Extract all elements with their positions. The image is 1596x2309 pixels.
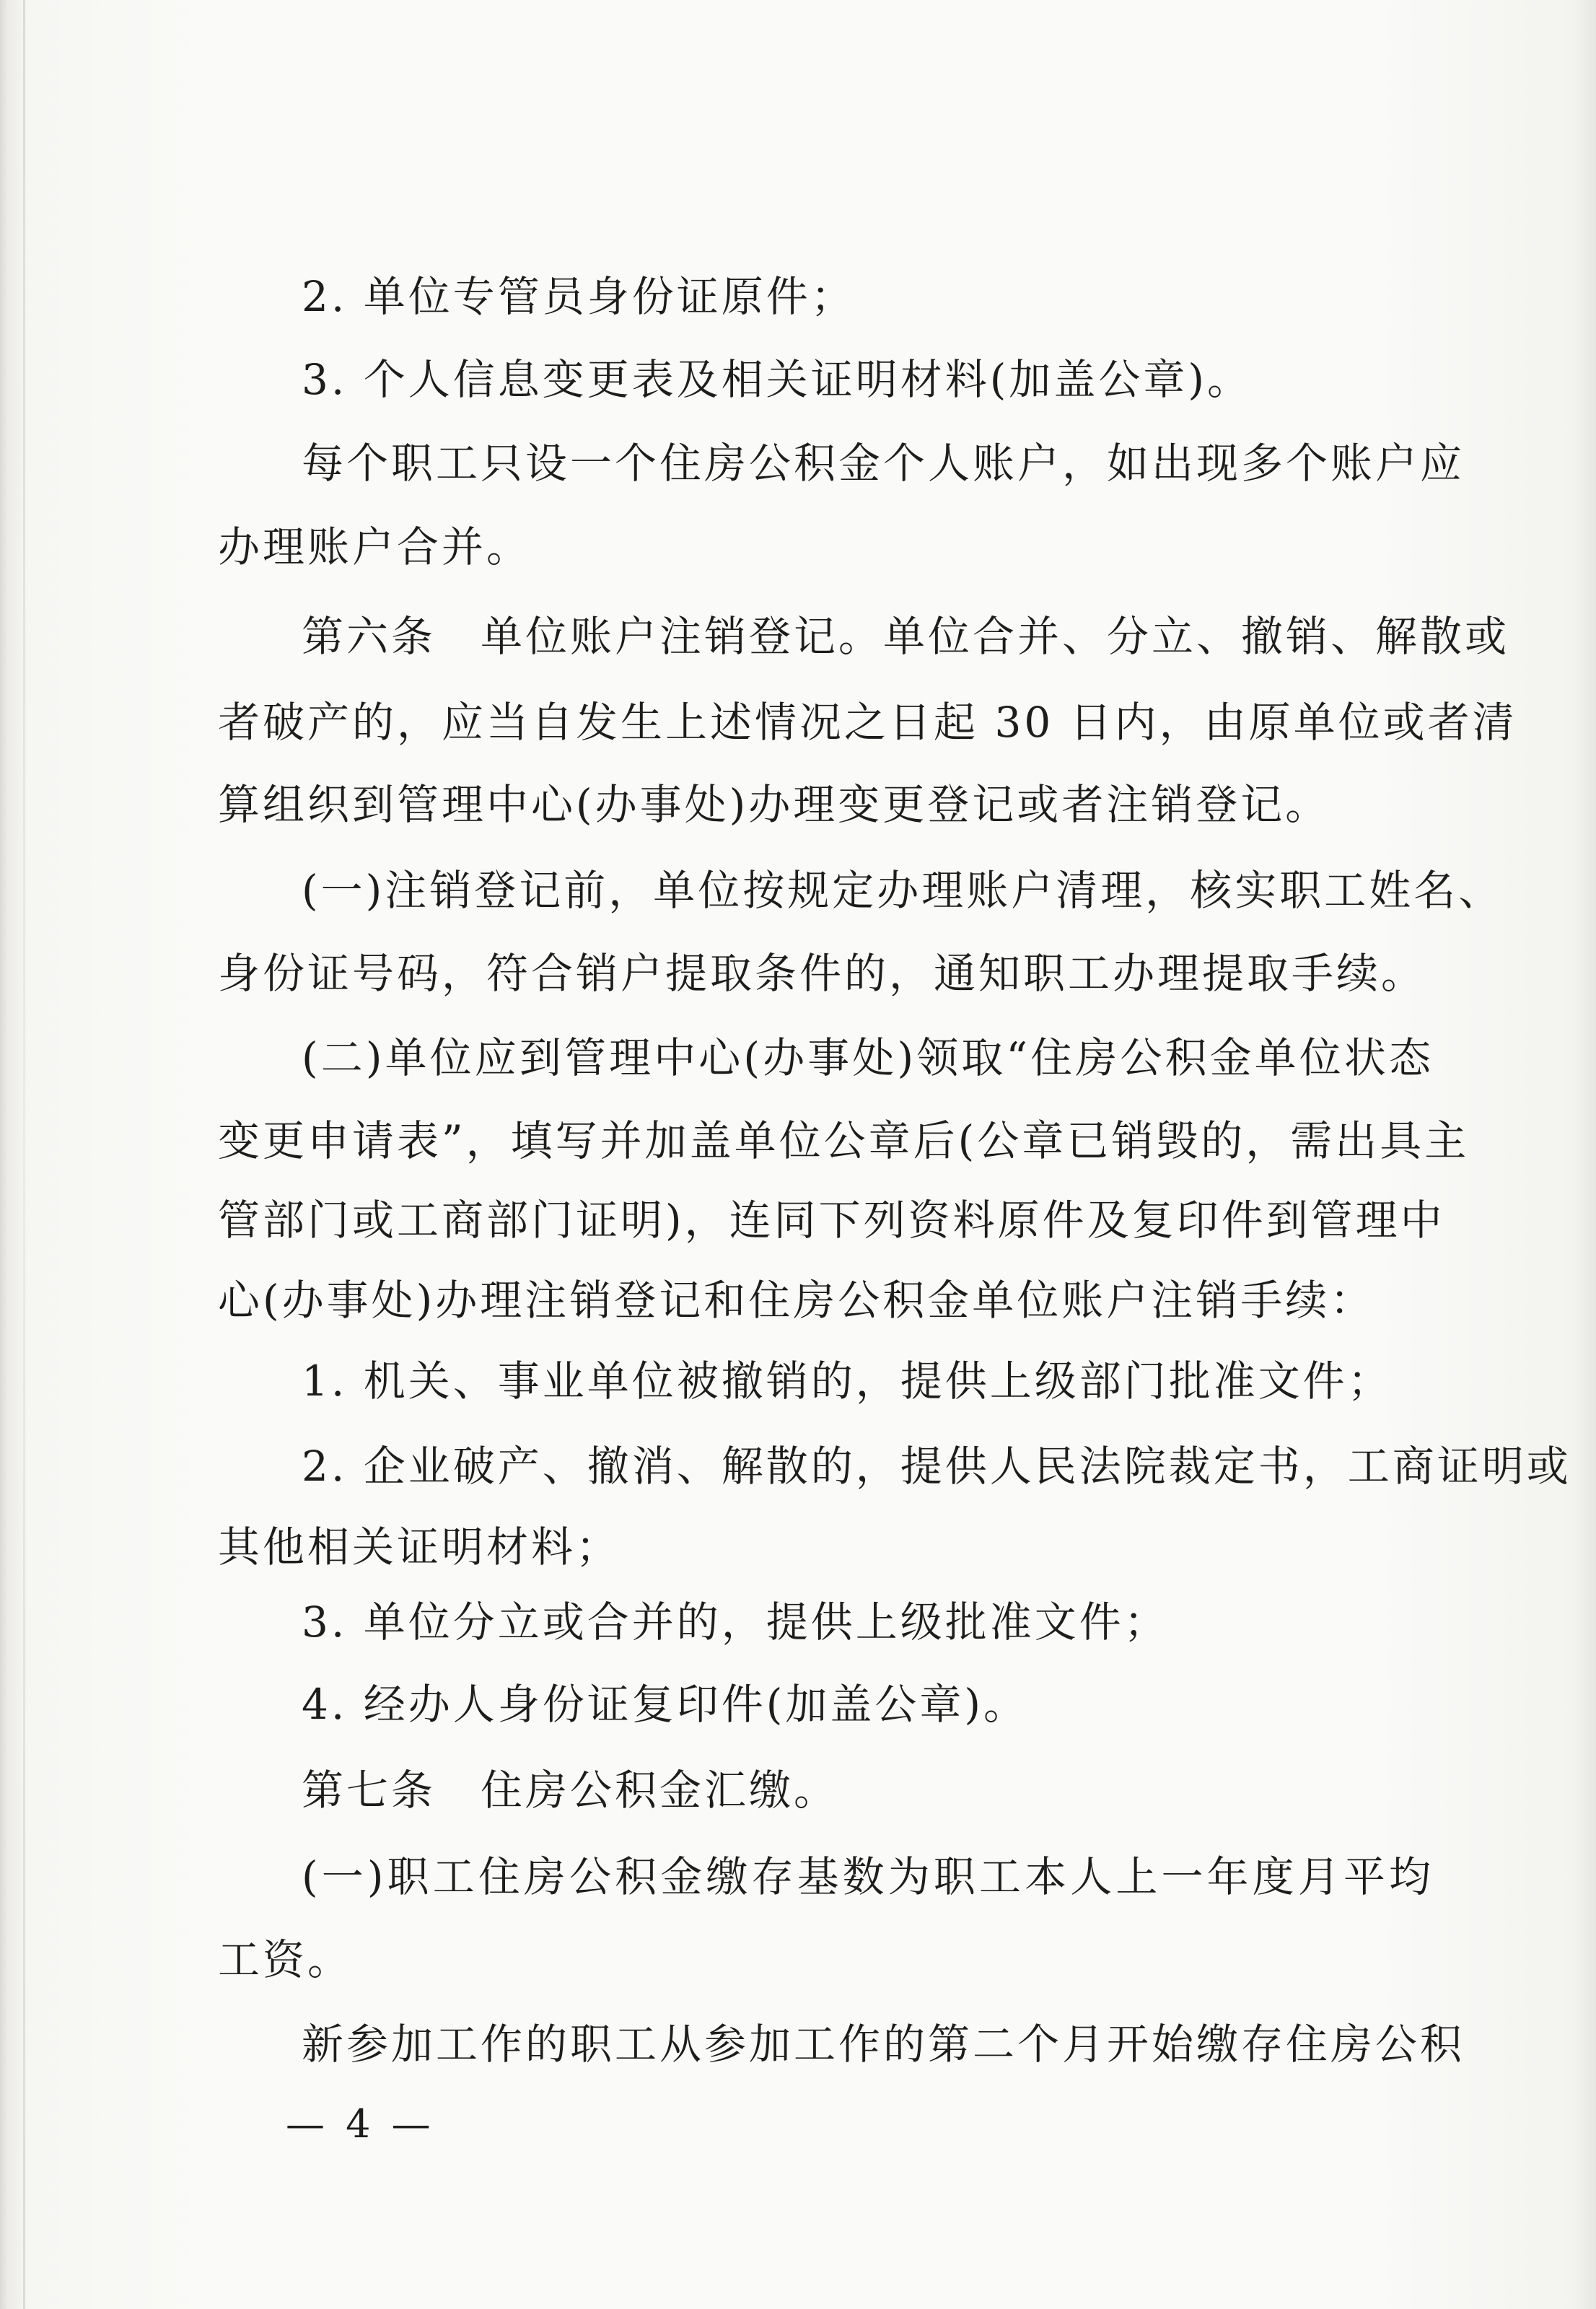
text-line: 2. 单位专管员身份证原件； (302, 272, 856, 321)
text-line: 第七条 住房公积金汇缴。 (302, 1766, 839, 1815)
text-line: (一)注销登记前，单位按规定办理账户清理，核实职工姓名、 (302, 866, 1504, 915)
text-line: 4. 经办人身份证复印件(加盖公章)。 (302, 1680, 1029, 1729)
text-line: 办理账户合并。 (218, 522, 532, 571)
text-line: 1. 机关、事业单位被撤销的，提供上级部门批准文件； (302, 1357, 1393, 1406)
text-line: 3. 个人信息变更表及相关证明材料(加盖公章)。 (302, 355, 1253, 404)
text-line: 第六条 单位账户注销登记。单位合并、分立、撤销、解散或 (302, 612, 1510, 661)
text-line: 其他相关证明材料； (218, 1522, 621, 1572)
text-line: (一)职工住房公积金缴存基数为职工本人上一年度月平均 (302, 1852, 1434, 1901)
text-line: (二)单位应到管理中心(办事处)领取“住房公积金单位状态 (302, 1033, 1434, 1082)
text-line: 算组织到管理中心(办事处)办理变更登记或者注销登记。 (218, 780, 1330, 829)
text-line: 每个职工只设一个住房公积金个人账户，如出现多个账户应 (302, 439, 1465, 488)
text-line: 3. 单位分立或合并的，提供上级批准文件； (302, 1598, 1169, 1647)
text-line: 心(办事处)办理注销登记和住房公积金单位账户注销手续： (218, 1276, 1375, 1325)
text-line: 身份证号码，符合销户提取条件的，通知职工办理提取手续。 (218, 949, 1426, 998)
text-line: 变更申请表”，填写并加盖单位公章后(公章已销毁的，需出具主 (218, 1116, 1470, 1165)
text-line: 者破产的，应当自发生上述情况之日起 30 日内，由原单位或者清 (218, 698, 1517, 747)
page-number: — 4 — (286, 2101, 435, 2147)
text-line: 2. 企业破产、撤消、解散的，提供人民法院裁定书，工商证明或 (302, 1442, 1571, 1491)
text-line: 工资。 (218, 1935, 353, 1984)
text-line: 管部门或工商部门证明)，连同下列资料原件及复印件到管理中 (218, 1196, 1445, 1245)
text-line: 新参加工作的职工从参加工作的第二个月开始缴存住房公积 (302, 2020, 1465, 2069)
